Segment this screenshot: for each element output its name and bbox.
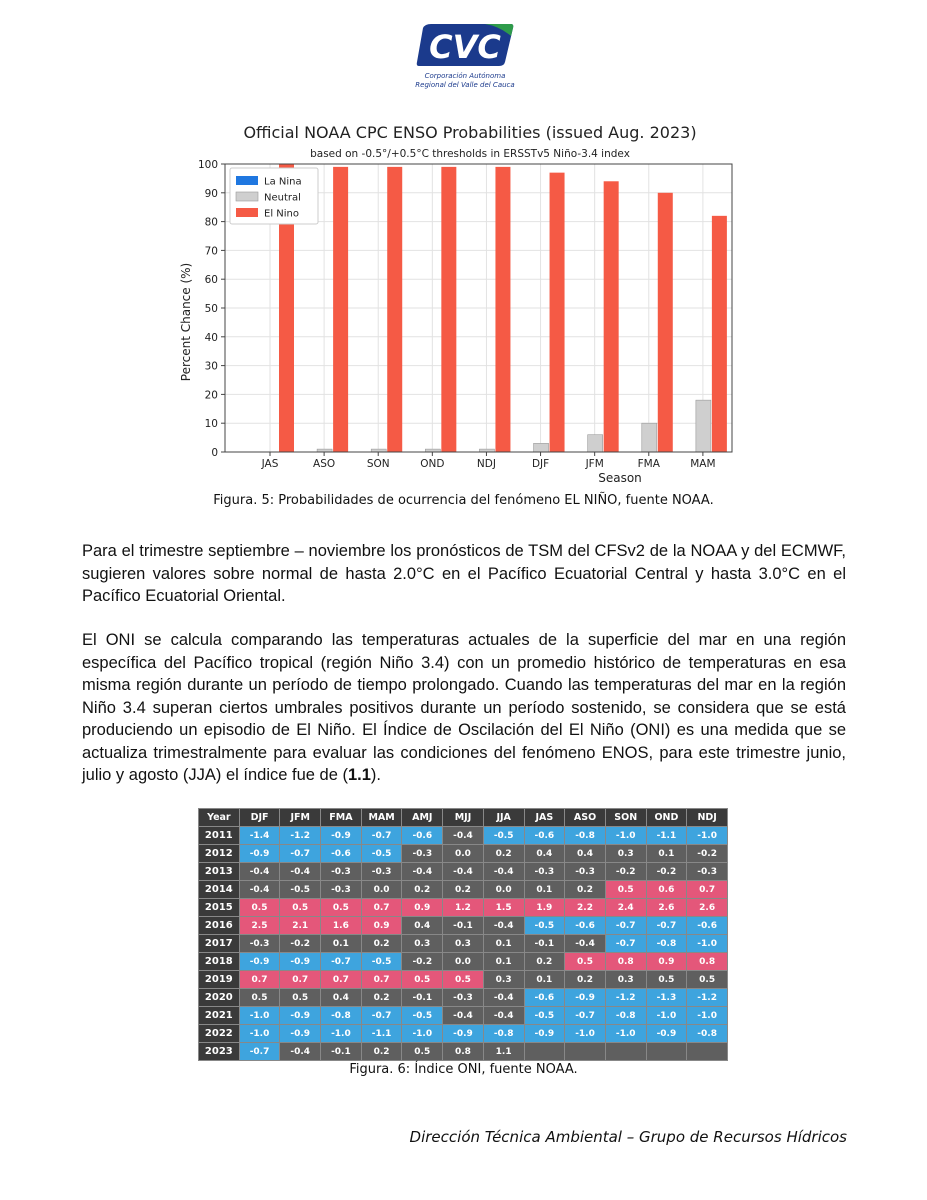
chart-ytick-label: 0 [211,447,218,459]
oni-value-cell: 0.4 [565,845,606,863]
oni-value-cell: 0.1 [483,935,524,953]
oni-year-cell: 2016 [199,917,240,935]
bar-neutral-djf [534,443,549,452]
oni-value-cell: -0.5 [483,827,524,845]
oni-header-jas: JAS [524,809,565,827]
oni-value-cell: 0.5 [565,953,606,971]
oni-value-cell: -0.1 [524,935,565,953]
oni-value-cell: 0.3 [483,971,524,989]
oni-value-cell: -0.8 [687,1025,728,1043]
chart-ytick-label: 30 [204,360,218,373]
oni-value-cell: 0.8 [605,953,646,971]
oni-value-cell: 0.4 [402,917,443,935]
oni-value-cell: -0.6 [524,989,565,1007]
oni-value-cell: 0.5 [605,881,646,899]
oni-header-aso: ASO [565,809,606,827]
oni-value-cell: -1.4 [239,827,280,845]
oni-value-cell: -0.1 [443,917,484,935]
oni-value-cell: -0.2 [280,935,321,953]
oni-year-cell: 2023 [199,1043,240,1061]
oni-value-cell: 0.5 [402,1043,443,1061]
oni-value-cell: -0.4 [239,881,280,899]
oni-row-2015 [199,899,728,917]
oni-value-cell: -1.0 [687,935,728,953]
oni-value-cell: 1.6 [321,917,362,935]
oni-value-cell: -0.7 [239,1043,280,1061]
legend-swatch [236,208,258,217]
oni-value-cell: 0.1 [646,845,687,863]
oni-value-cell: -0.1 [402,989,443,1007]
oni-value-cell: -0.4 [402,863,443,881]
legend-swatch [236,192,258,201]
oni-value-cell [565,1043,606,1061]
oni-row-2019 [199,971,728,989]
oni-value-cell: -0.5 [524,1007,565,1025]
oni-value-cell: -0.4 [280,863,321,881]
oni-value-cell: -0.4 [483,1007,524,1025]
chart-xtick-label: DJF [531,458,550,470]
oni-value-cell: -1.0 [565,1025,606,1043]
oni-value-cell: -0.5 [361,845,402,863]
oni-value-cell: 1.5 [483,899,524,917]
chart-ytick-label: 20 [204,389,218,402]
oni-value-cell: -0.3 [402,845,443,863]
oni-value-cell: 0.3 [605,845,646,863]
oni-row-2021 [199,1007,728,1025]
oni-value-cell: 2.1 [280,917,321,935]
oni-value-cell: -0.8 [483,1025,524,1043]
oni-value-cell: -0.8 [565,827,606,845]
oni-value-cell: -0.9 [280,1007,321,1025]
oni-value-cell: -0.6 [402,827,443,845]
chart-xtick-label: OND [420,458,445,470]
oni-value-cell: 0.2 [443,881,484,899]
oni-value-cell: -0.3 [321,881,362,899]
oni-value-cell: -1.0 [605,1025,646,1043]
oni-value-cell: 2.6 [687,899,728,917]
oni-value-cell: -0.8 [321,1007,362,1025]
oni-value-cell: 0.7 [321,971,362,989]
oni-value-cell: -0.7 [565,1007,606,1025]
bar-el-nino-jfm [604,181,619,452]
oni-value-cell: 0.7 [687,881,728,899]
oni-value-cell: 0.2 [361,1043,402,1061]
oni-value-cell: -0.7 [321,953,362,971]
oni-value-cell: 0.1 [524,881,565,899]
oni-value-cell: -1.1 [646,827,687,845]
enso-probability-chart [170,112,770,490]
bar-el-nino-mam [712,216,727,452]
oni-year-cell: 2015 [199,899,240,917]
oni-year-cell: 2019 [199,971,240,989]
oni-row-2011 [199,827,728,845]
oni-value-cell: -0.9 [524,1025,565,1043]
chart-subtitle: based on -0.5°/+0.5°C thresholds in ERSSTv5 Niño-3.4 index [310,148,630,160]
cvc-logo [405,22,525,100]
oni-table-container [198,808,728,1057]
oni-value-cell: 0.6 [646,881,687,899]
oni-value-cell: -0.4 [443,863,484,881]
oni-value-cell: 2.5 [239,917,280,935]
oni-value-cell [605,1043,646,1061]
oni-value-cell: -1.3 [646,989,687,1007]
oni-value-cell: -0.3 [565,863,606,881]
oni-row-2022 [199,1025,728,1043]
oni-value-cell: -1.2 [605,989,646,1007]
oni-row-2023 [199,1043,728,1061]
paragraph-oni-end: ). [370,766,381,784]
oni-value-cell: -0.9 [239,845,280,863]
oni-value-cell: -0.2 [646,863,687,881]
logo-text: CVC [429,28,501,66]
oni-value-cell: 0.9 [402,899,443,917]
oni-value-cell: 0.4 [524,845,565,863]
oni-value-cell: -0.5 [402,1007,443,1025]
oni-value-cell: -0.7 [605,935,646,953]
oni-value-cell: -0.6 [524,827,565,845]
oni-value-cell: -1.0 [239,1025,280,1043]
chart-xtick-label: JAS [261,458,279,470]
oni-value-cell: 0.0 [443,845,484,863]
oni-value-cell: 1.2 [443,899,484,917]
oni-row-2013 [199,863,728,881]
oni-value-cell: -0.3 [239,935,280,953]
oni-value-cell: -0.5 [361,953,402,971]
oni-table [198,808,728,1061]
oni-value-cell: 0.3 [402,935,443,953]
oni-value-cell: -0.2 [605,863,646,881]
oni-value-cell: 0.3 [443,935,484,953]
bar-neutral-mam [696,400,711,452]
legend-swatch [236,176,258,185]
oni-value-cell: -0.4 [483,863,524,881]
oni-value-cell: -0.1 [321,1043,362,1061]
page-footer: Dirección Técnica Ambiental – Grupo de Recursos Hídricos [409,1128,847,1146]
oni-value-cell: 0.1 [483,953,524,971]
figure5-caption: Figura. 5: Probabilidades de ocurrencia del fenómeno EL NIÑO, fuente NOAA. [213,493,714,508]
oni-value-cell: -0.5 [524,917,565,935]
chart-ylabel: Percent Chance (%) [179,262,193,382]
bar-el-nino-ndj [495,167,510,452]
oni-value-cell: -0.8 [605,1007,646,1025]
oni-value-cell [687,1043,728,1061]
oni-year-cell: 2020 [199,989,240,1007]
oni-value-cell: -1.0 [646,1007,687,1025]
oni-value-cell: 0.5 [280,899,321,917]
oni-value-cell: 0.4 [321,989,362,1007]
oni-year-cell: 2022 [199,1025,240,1043]
oni-row-2017 [199,935,728,953]
oni-value-cell: 0.9 [361,917,402,935]
oni-header-fma: FMA [321,809,362,827]
oni-value-cell: 0.5 [687,971,728,989]
oni-value-cell: 0.5 [239,989,280,1007]
bar-el-nino-djf [550,173,565,452]
legend-label: Neutral [264,192,301,204]
oni-value-cell: -0.4 [483,989,524,1007]
oni-value-cell: 0.7 [361,899,402,917]
oni-value-cell: 2.2 [565,899,606,917]
oni-value-cell: 0.2 [483,845,524,863]
oni-value-cell: 1.9 [524,899,565,917]
oni-row-2020 [199,989,728,1007]
oni-value-cell: 0.0 [443,953,484,971]
oni-value-cell: 0.2 [524,953,565,971]
oni-value-cell: -0.7 [280,845,321,863]
chart-ytick-label: 40 [204,331,218,344]
oni-value-cell: -0.6 [321,845,362,863]
oni-value-cell: -0.4 [443,827,484,845]
figure6-caption: Figura. 6: Índice ONI, fuente NOAA. [349,1062,578,1077]
logo-subtitle-line1: Corporación Autónoma [424,72,506,80]
oni-value-cell: -0.4 [239,863,280,881]
oni-value-cell: -0.9 [646,1025,687,1043]
oni-value-cell: 0.2 [361,989,402,1007]
oni-value-cell: -0.6 [687,917,728,935]
oni-value-cell: 0.9 [646,953,687,971]
chart-ytick-label: 100 [197,159,218,171]
oni-year-cell: 2011 [199,827,240,845]
oni-header-amj: AMJ [402,809,443,827]
oni-value-cell: -0.4 [443,1007,484,1025]
paragraph-oni [82,629,846,787]
oni-header-ond: OND [646,809,687,827]
oni-value-cell: -1.2 [687,989,728,1007]
oni-header-row [199,809,728,827]
oni-year-cell: 2017 [199,935,240,953]
oni-value-cell: -0.7 [605,917,646,935]
oni-value-cell: 0.2 [402,881,443,899]
oni-value-cell: 0.8 [687,953,728,971]
oni-value-cell: -0.3 [321,863,362,881]
oni-value-cell: 0.0 [483,881,524,899]
oni-value-cell: -0.9 [443,1025,484,1043]
oni-value-cell: -0.3 [361,863,402,881]
oni-value-cell: 0.5 [402,971,443,989]
oni-value-cell: -0.4 [565,935,606,953]
cvc-logo-badge [415,22,515,68]
oni-value-cell: 0.5 [443,971,484,989]
oni-value: 1.1 [347,766,371,784]
legend-label: La Nina [264,176,302,188]
chart-xtick-label: ASO [313,458,336,470]
chart-xtick-label: FMA [637,458,660,470]
oni-value-cell: 0.1 [321,935,362,953]
oni-value-cell: -0.9 [565,989,606,1007]
bar-neutral-jfm [588,435,603,452]
chart-xlabel: Season [598,471,642,485]
oni-value-cell: -0.4 [280,1043,321,1061]
oni-value-cell: -1.0 [605,827,646,845]
oni-value-cell: 2.6 [646,899,687,917]
oni-value-cell: 0.5 [321,899,362,917]
oni-header-son: SON [605,809,646,827]
oni-value-cell: -1.0 [239,1007,280,1025]
oni-value-cell: 0.3 [605,971,646,989]
bar-el-nino-fma [658,193,673,452]
chart-xtick-label: NDJ [476,458,496,470]
oni-header-jfm: JFM [280,809,321,827]
chart-xtick-label: JFM [585,458,604,470]
oni-header-mjj: MJJ [443,809,484,827]
bar-el-nino-aso [333,167,348,452]
oni-value-cell: 0.5 [646,971,687,989]
oni-value-cell [524,1043,565,1061]
bar-el-nino-ond [441,167,456,452]
chart-ytick-label: 50 [204,303,218,315]
oni-value-cell: 0.2 [565,971,606,989]
oni-value-cell: -1.0 [321,1025,362,1043]
oni-value-cell: 0.8 [443,1043,484,1061]
oni-value-cell: 0.5 [239,899,280,917]
oni-value-cell: -0.3 [443,989,484,1007]
paragraph-forecast: Para el trimestre septiembre – noviembre los pronósticos de TSM del CFSv2 de la NOAA y del ECMWF, sugieren valores sobre normal de hasta 2.0°C en el Pacífico Ecuatorial Central y hasta 3.0°C en el Pacífico Ecuatorial Oriental. [82,542,846,605]
oni-header-jja: JJA [483,809,524,827]
legend-label: El Nino [264,208,299,220]
oni-value-cell: 2.4 [605,899,646,917]
oni-value-cell: 0.2 [565,881,606,899]
oni-value-cell: 1.1 [483,1043,524,1061]
oni-value-cell: -1.0 [687,827,728,845]
oni-row-2018 [199,953,728,971]
oni-header-djf: DJF [239,809,280,827]
oni-value-cell: -0.3 [524,863,565,881]
oni-value-cell: 0.0 [361,881,402,899]
chart-xtick-label: SON [366,458,390,470]
oni-value-cell: 0.7 [280,971,321,989]
chart-ytick-label: 70 [204,245,218,258]
chart-title: Official NOAA CPC ENSO Probabilities (issued Aug. 2023) [243,123,697,142]
oni-value-cell: -1.0 [402,1025,443,1043]
chart-ytick-label: 80 [204,216,218,229]
oni-value-cell: -0.9 [321,827,362,845]
chart-ytick-label: 90 [204,187,218,200]
chart-ytick-label: 10 [204,418,218,431]
oni-value-cell: -1.2 [280,827,321,845]
oni-row-2014 [199,881,728,899]
oni-value-cell: -0.6 [565,917,606,935]
oni-value-cell [646,1043,687,1061]
oni-row-2012 [199,845,728,863]
oni-value-cell: -0.3 [687,863,728,881]
oni-value-cell: -0.5 [280,881,321,899]
oni-value-cell: 0.7 [361,971,402,989]
oni-header-ndj: NDJ [687,809,728,827]
oni-value-cell: 0.2 [361,935,402,953]
oni-header-year: Year [199,809,240,827]
oni-year-cell: 2018 [199,953,240,971]
bar-el-nino-son [387,167,402,452]
oni-year-cell: 2013 [199,863,240,881]
oni-value-cell: -1.1 [361,1025,402,1043]
oni-value-cell: -1.0 [687,1007,728,1025]
oni-row-2016 [199,917,728,935]
oni-value-cell: -0.9 [280,953,321,971]
oni-year-cell: 2012 [199,845,240,863]
oni-year-cell: 2014 [199,881,240,899]
chart-xtick-label: MAM [690,458,716,470]
oni-value-cell: 0.7 [239,971,280,989]
oni-value-cell: -0.2 [402,953,443,971]
oni-value-cell: -0.8 [646,935,687,953]
oni-value-cell: -0.7 [361,1007,402,1025]
chart-ytick-label: 60 [204,274,218,287]
oni-value-cell: 0.1 [524,971,565,989]
oni-value-cell: 0.5 [280,989,321,1007]
logo-subtitle-line2: Regional del Valle del Cauca [415,81,515,89]
bar-neutral-fma [642,423,657,452]
paragraph-oni-text: El ONI se calcula comparando las temperaturas actuales de la superficie del mar en una región específica del Pacífico tropical (región Niño 3.4) con un promedio histórico de temperaturas en esa misma región durante un período de tiempo prolongado. Cuando las temperaturas del mar en la región Niño 3.4 superan ciertos umbrales positivos durante un período sostenido, se considera que se está produciendo un episodio de El Niño. El Índice de Oscilación del El Niño (ONI) es una medida que se actualiza trimestralmente para evaluar las condiciones del fenómeno ENOS, para este trimestre junio, julio y agosto (JJA) el índice fue de ( [82,631,846,784]
oni-value-cell: -0.9 [239,953,280,971]
logo-subtitle [405,72,525,90]
oni-value-cell: -0.7 [646,917,687,935]
oni-value-cell: -0.9 [280,1025,321,1043]
oni-value-cell: -0.7 [361,827,402,845]
oni-header-mam: MAM [361,809,402,827]
oni-value-cell: -0.2 [687,845,728,863]
oni-value-cell: -0.4 [483,917,524,935]
oni-year-cell: 2021 [199,1007,240,1025]
